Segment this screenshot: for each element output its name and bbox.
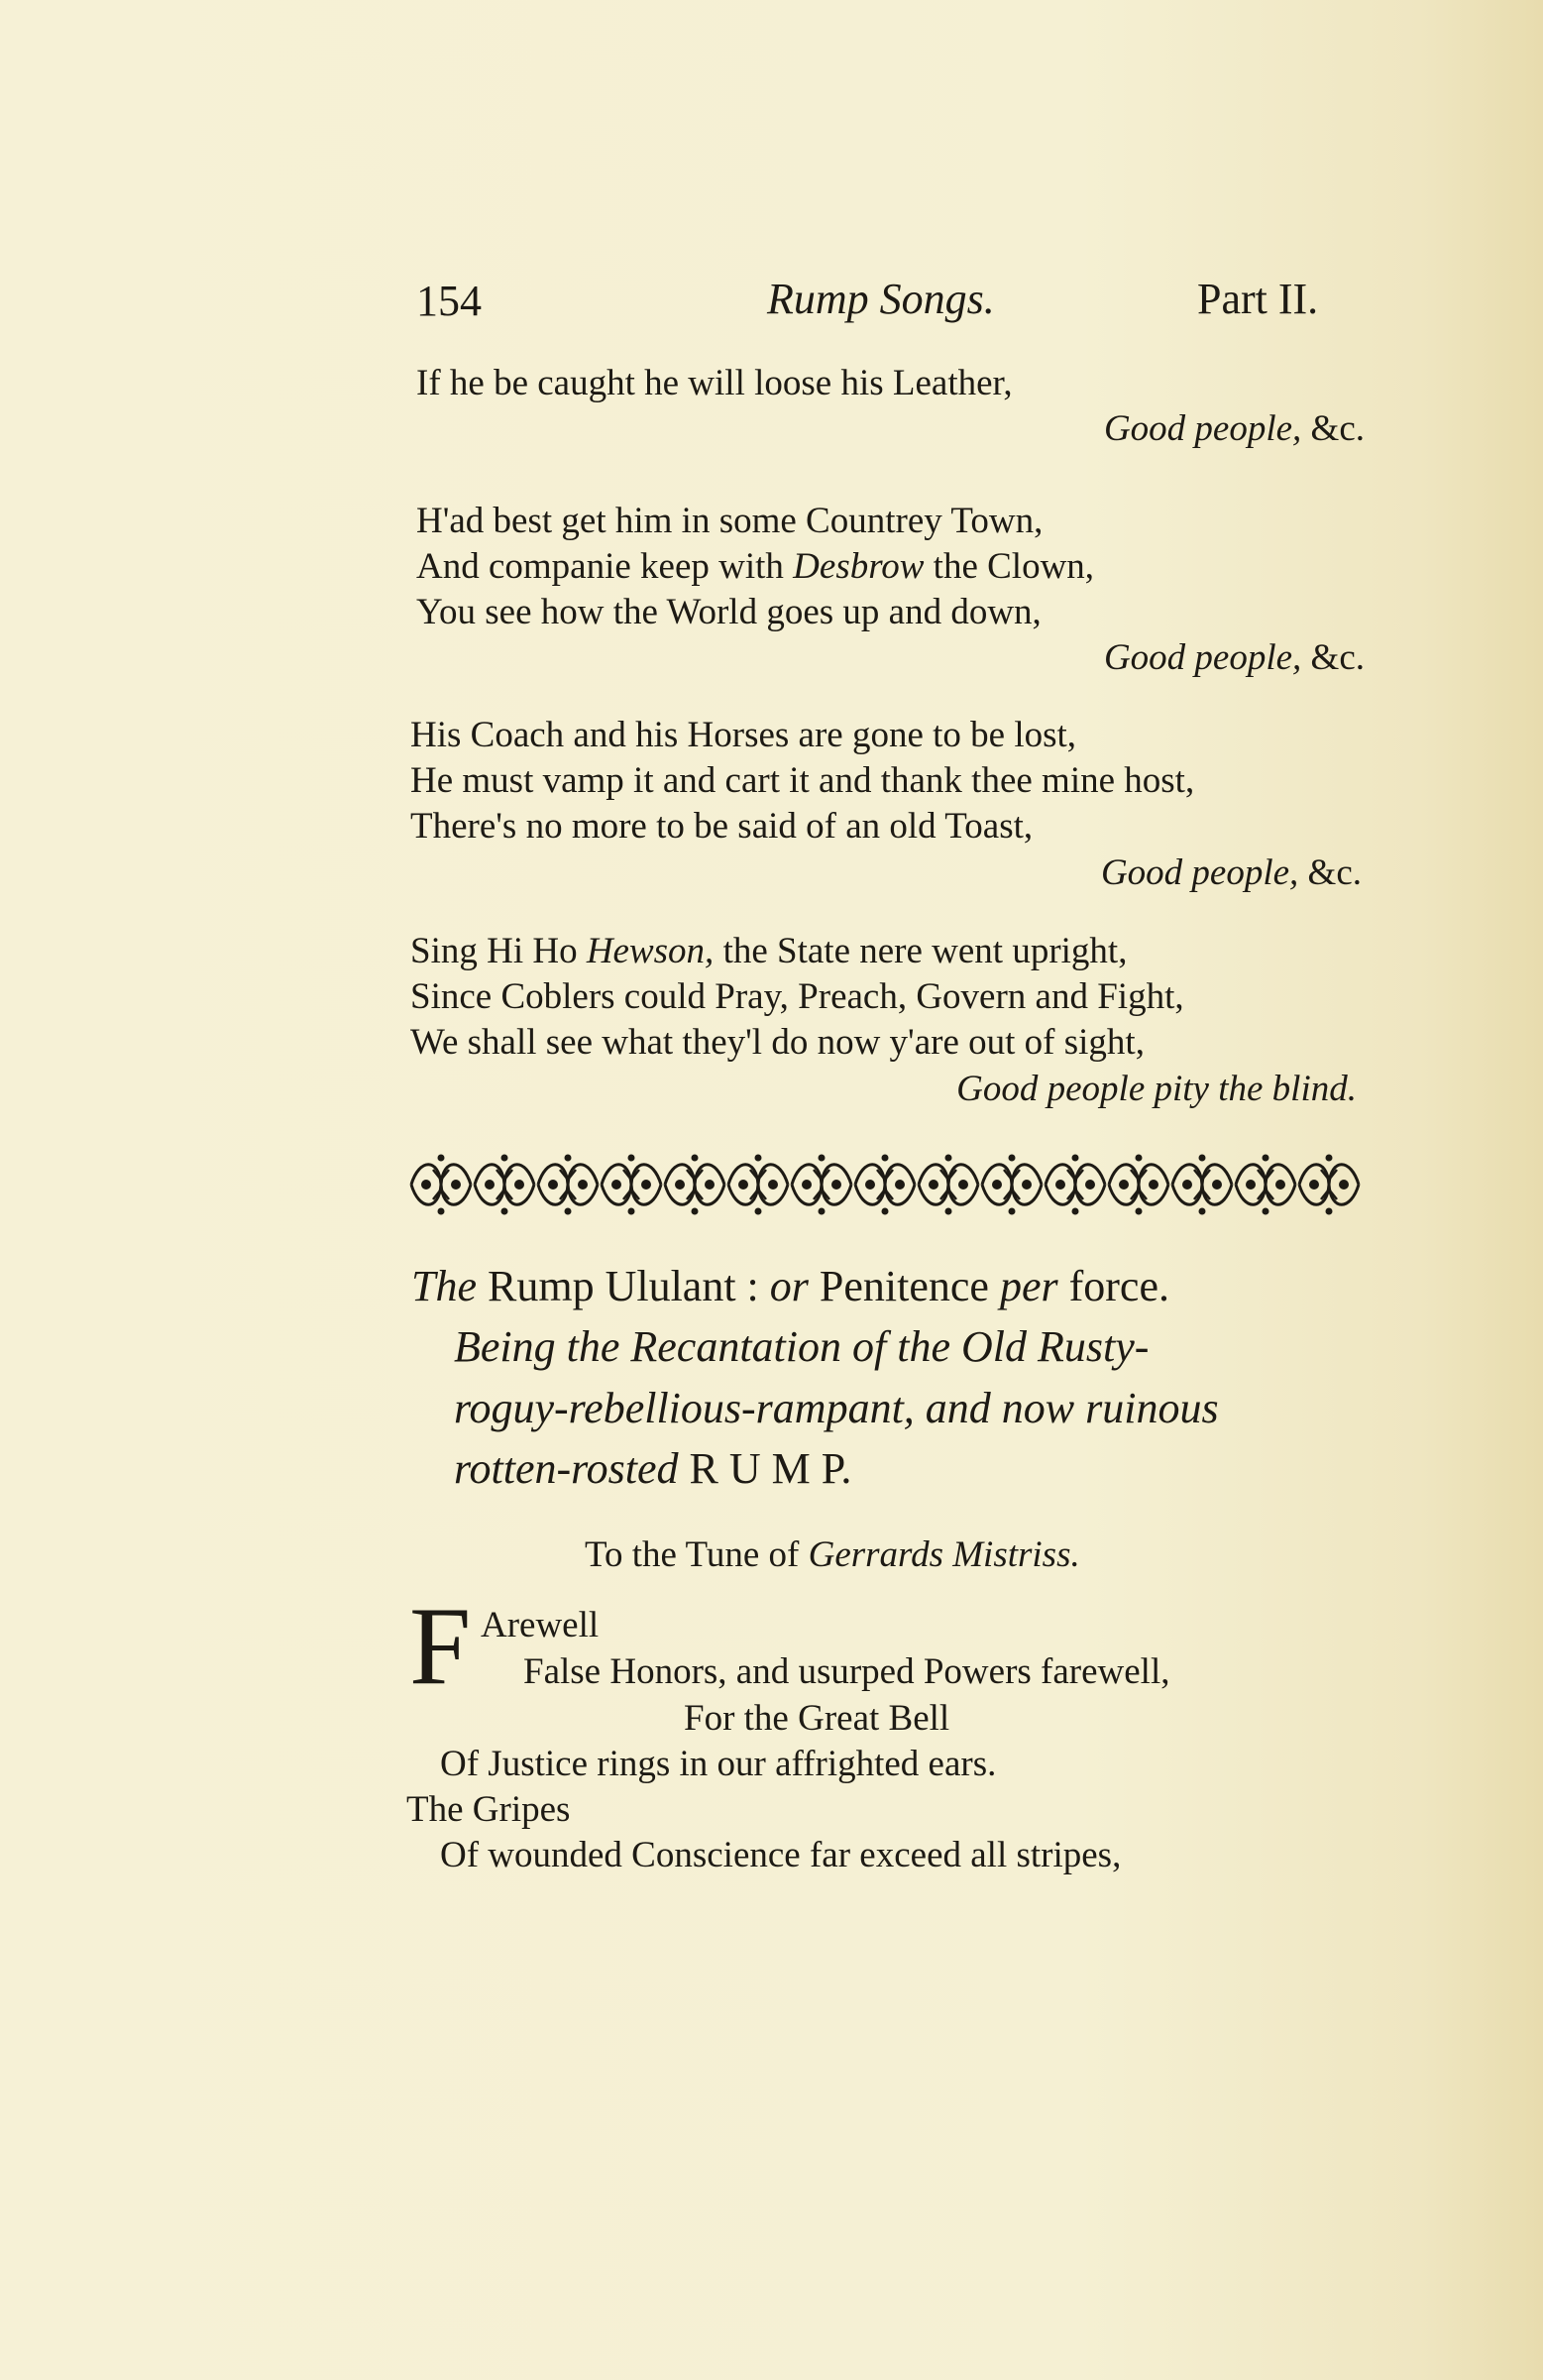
- title-per: per: [999, 1262, 1058, 1310]
- name-hewson: Hewson,: [586, 931, 715, 971]
- title-or: or: [769, 1262, 809, 1310]
- refrain-italic: Good people,: [1100, 852, 1299, 893]
- refrain-line: [1104, 639, 1365, 676]
- title-penitence: Penitence: [819, 1262, 989, 1310]
- verse-line: If he be caught he will loose his Leather,: [416, 363, 1013, 403]
- tune-line: [585, 1536, 1080, 1573]
- verse-line: Since Coblers could Pray, Preach, Govern and Fight,: [410, 976, 1184, 1017]
- tune-name: Gerrards Mistriss.: [808, 1534, 1080, 1575]
- running-title: Rump Songs.: [767, 275, 995, 323]
- verse-line: Of Justice rings in our affrighted ears.: [440, 1744, 997, 1784]
- refrain-etc: &c.: [1310, 637, 1365, 678]
- tune-prefix: To the Tune of: [585, 1534, 800, 1575]
- subtitle-text: roguy-rebellious-rampant,: [454, 1384, 915, 1432]
- title-force: force.: [1068, 1262, 1169, 1310]
- verse-line: There's no more to be said of an old Toast,: [410, 806, 1034, 847]
- refrain-etc: &c.: [1310, 408, 1365, 449]
- verse-line: The Gripes: [406, 1789, 571, 1830]
- verse-text: the Clown,: [933, 546, 1095, 587]
- verse-line: We shall see what they'l do now y'are out of sight,: [410, 1022, 1145, 1063]
- subtitle-text: rotten-rosted: [454, 1444, 679, 1493]
- refrain-etc: &c.: [1307, 852, 1362, 893]
- page-number: 154: [416, 277, 482, 325]
- name-desbrow: Desbrow: [793, 546, 925, 587]
- verse-line: Arewell: [481, 1605, 600, 1645]
- verse-line: H'ad best get him in some Countrey Town,: [416, 501, 1044, 541]
- refrain-italic: Good people,: [1103, 408, 1302, 449]
- refrain-line: [1101, 854, 1362, 891]
- verse-line: [410, 933, 1127, 969]
- refrain-line: Good people pity the blind.: [956, 1069, 1357, 1109]
- verse-text: And companie keep with: [416, 546, 784, 587]
- refrain-italic: Good people,: [1103, 637, 1302, 678]
- verse-line: His Coach and his Horses are gone to be lost,: [410, 715, 1077, 755]
- verse-line: He must vamp it and cart it and thank thee mine host,: [410, 760, 1195, 801]
- rump-caps: R U M P.: [689, 1444, 852, 1493]
- verse-text: the State nere went upright,: [722, 931, 1128, 971]
- verse-line: For the Great Bell: [684, 1698, 950, 1739]
- song-subtitle: [454, 1444, 852, 1493]
- song-subtitle: Being the Recantation of the Old Rusty-: [454, 1322, 1150, 1371]
- ornament-divider: [409, 1150, 1361, 1219]
- verse-line: You see how the World goes up and down,: [416, 592, 1042, 632]
- drop-cap: F: [409, 1585, 472, 1708]
- title-rump: Rump Ululant :: [488, 1262, 759, 1310]
- part-label: Part II.: [1197, 275, 1319, 323]
- title-the: The: [411, 1262, 477, 1310]
- song-title: [411, 1262, 1169, 1310]
- refrain-line: [1104, 410, 1365, 447]
- verse-line: [416, 548, 1094, 585]
- song-subtitle: [454, 1384, 1219, 1432]
- subtitle-text: and now ruinous: [925, 1384, 1219, 1432]
- verse-line: Of wounded Conscience far exceed all stripes,: [440, 1835, 1122, 1875]
- verse-text: Sing Hi Ho: [410, 931, 578, 971]
- verse-line: False Honors, and usurped Powers farewell,: [523, 1651, 1170, 1692]
